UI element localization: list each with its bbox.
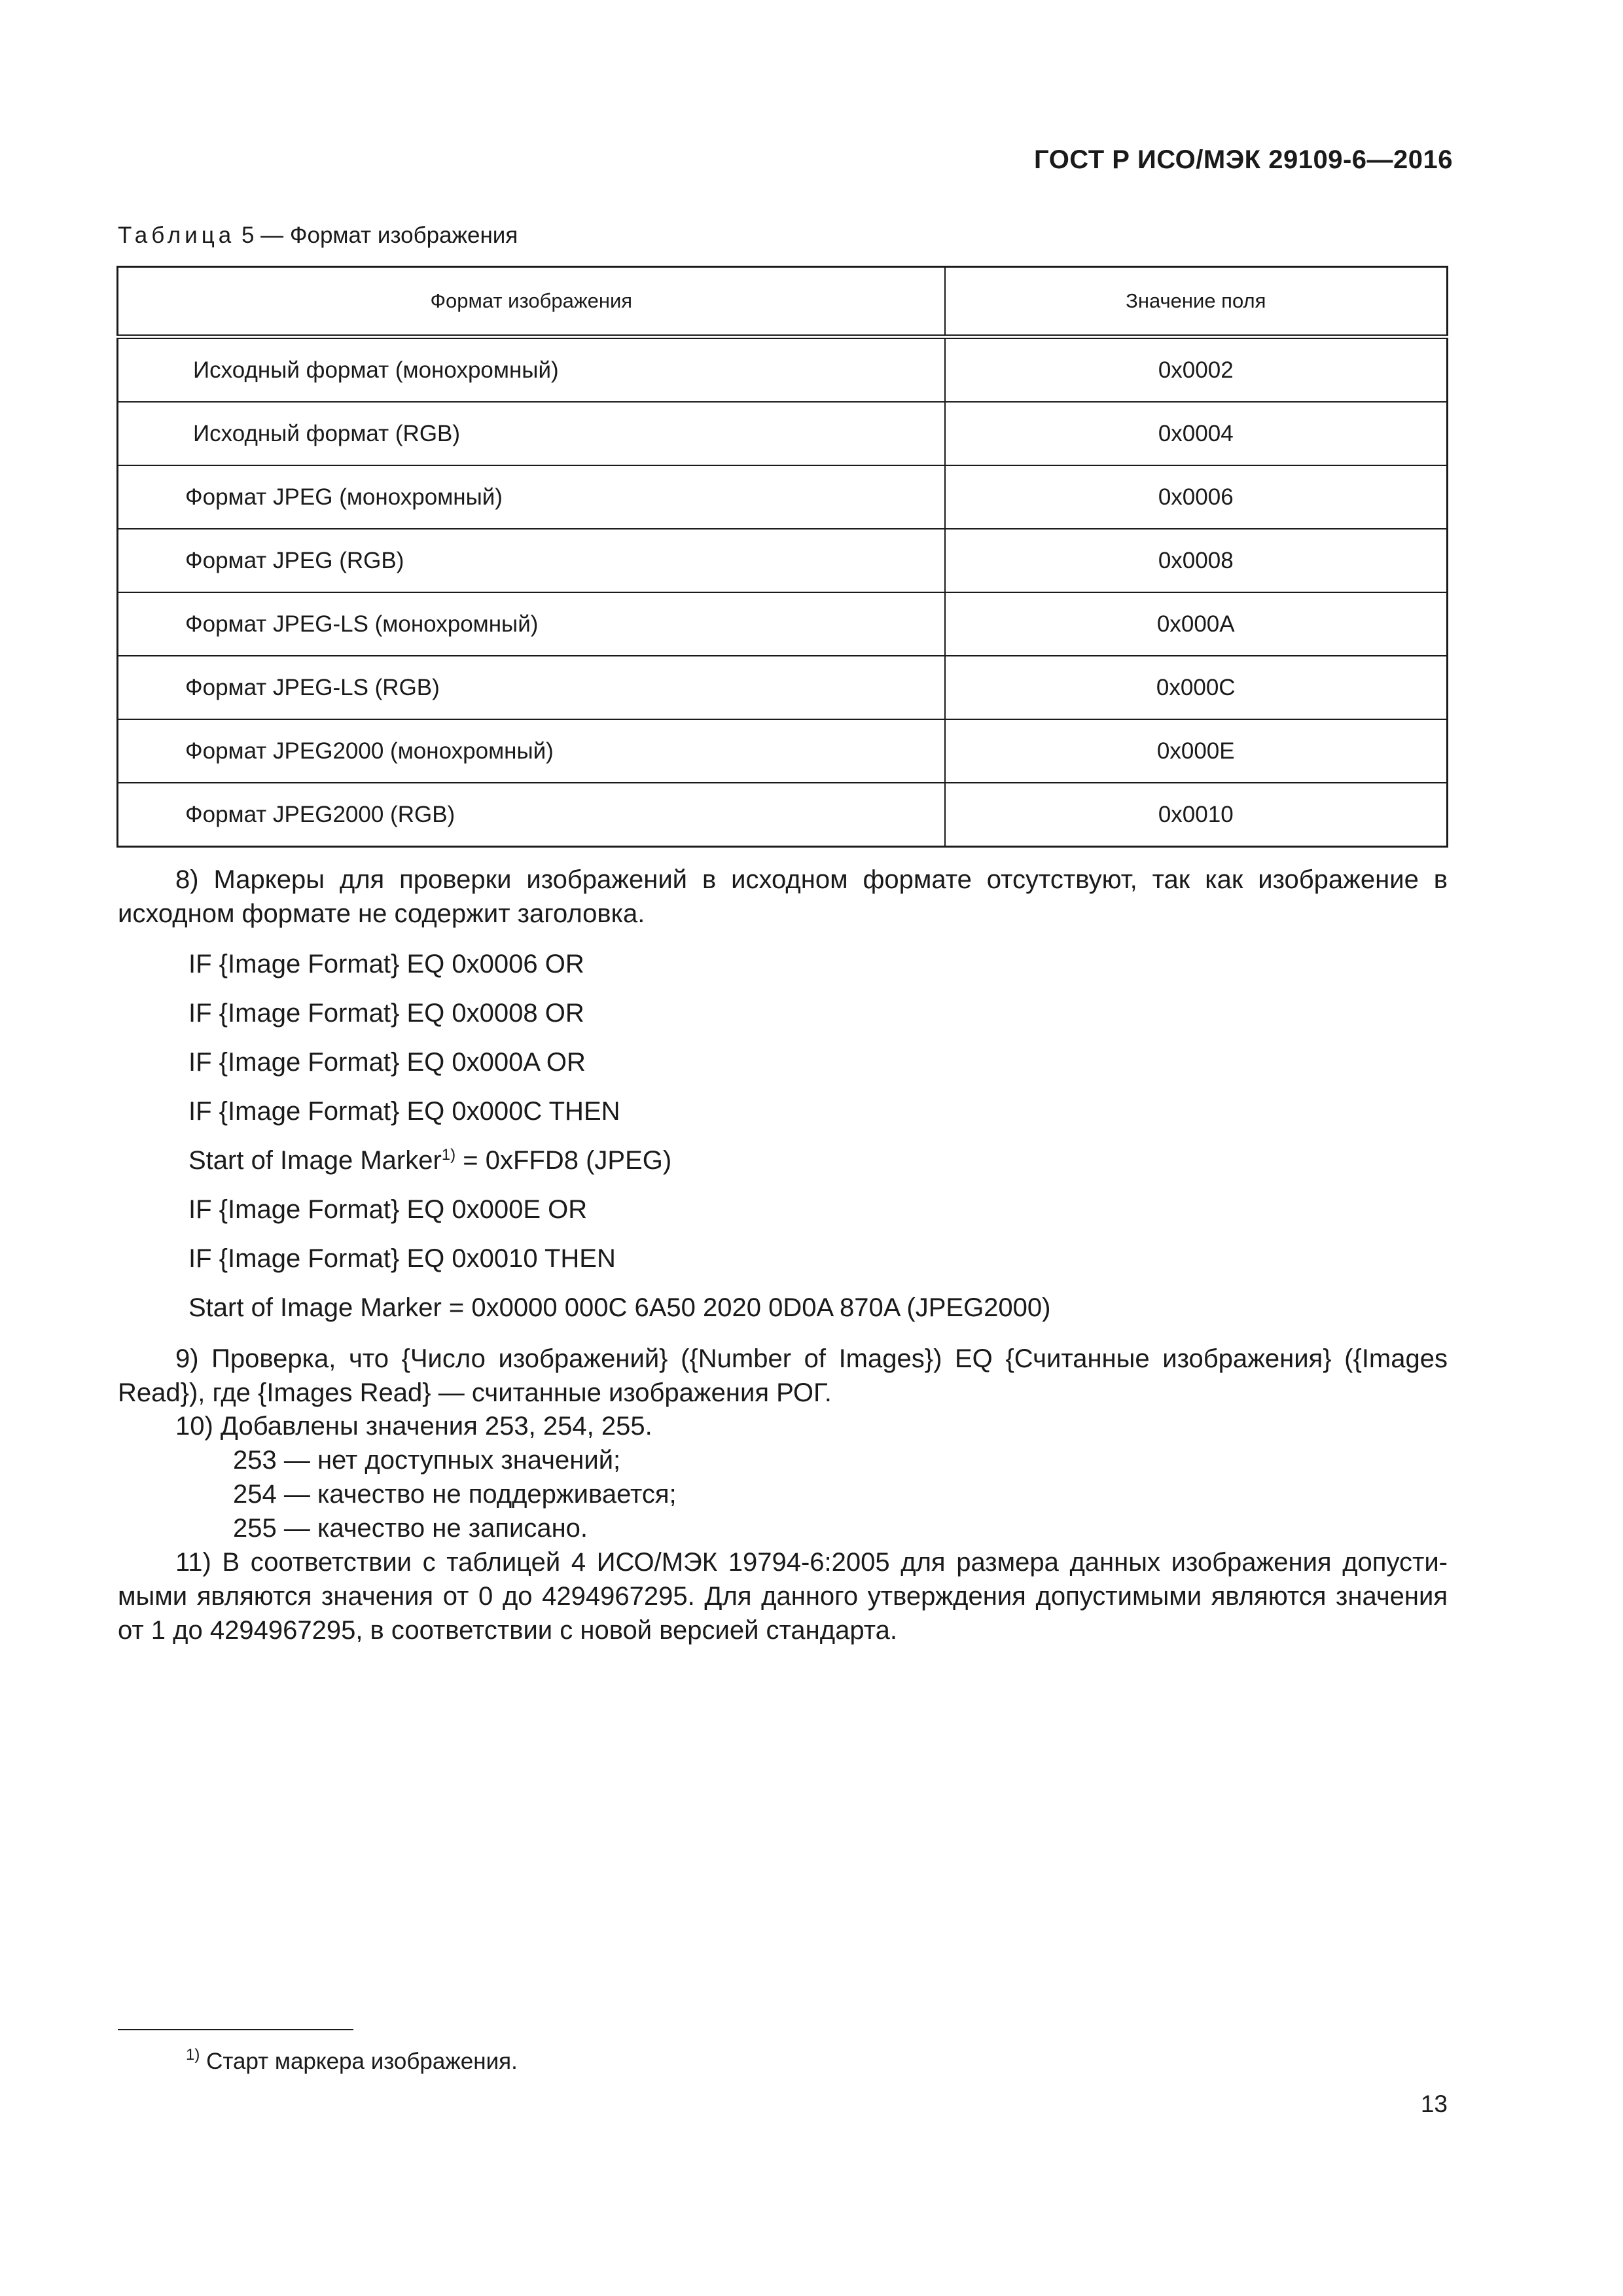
value-cell: 0x000C — [945, 656, 1448, 719]
format-cell: Формат JPEG2000 (RGB) — [118, 783, 945, 847]
table-row — [118, 529, 1448, 592]
note-10-item-255: 255 — качество не записано. — [233, 1514, 588, 1543]
jpeg-marker-label: Start of Image Marker — [188, 1146, 442, 1175]
footnote-text: Старт маркера изображения. — [200, 2049, 518, 2074]
code-line-4: IF {Image Format} EQ 0x000C THEN — [188, 1097, 620, 1126]
format-cell: Формат JPEG2000 (монохромный) — [118, 719, 945, 783]
format-cell: Формат JPEG (RGB) — [118, 529, 945, 592]
value-cell: 0x000E — [945, 719, 1448, 783]
note-11-block — [118, 1545, 1448, 1647]
table-row — [118, 592, 1448, 656]
format-cell: Исходный формат (монохромный) — [118, 337, 945, 403]
note-9-paragraph: 9) Проверка, что {Число изображений} ({Number of Images}) EQ {Считанные изображения} ({Images Read}), где {Images Read} — считанные изображения РОГ. — [118, 1344, 1448, 1407]
note-10-paragraph: 10) Добавлены значения 253, 254, 255. — [175, 1412, 652, 1441]
page-number: 13 — [1420, 2090, 1448, 2117]
code-line-2: IF {Image Format} EQ 0x0008 OR — [188, 999, 584, 1028]
note-11-paragraph: 11) В соответствии с таблицей 4 ИСО/МЭК 19794-6:2005 для размера данных изображения допустимыми являются значения от 0 до 4294967295. Для данного утверждения допустимыми являются значения от 1 до 4294967295, в соответствии с новой версией стандарта. — [118, 1548, 1448, 1645]
table-caption-title: 5 — Формат изображения — [235, 223, 518, 248]
image-format-table — [116, 266, 1448, 848]
note-8-block — [118, 863, 1448, 931]
table-row — [118, 719, 1448, 783]
note-10-block — [118, 1409, 1448, 1443]
footnote-separator — [118, 2029, 353, 2030]
note-10-item-254: 254 — качество не поддерживается; — [233, 1480, 677, 1509]
value-cell: 0x000A — [945, 592, 1448, 656]
code-line-5: IF {Image Format} EQ 0x000E OR — [188, 1195, 588, 1224]
document-id-header: ГОСТ Р ИСО/МЭК 29109-6—2016 — [1034, 145, 1453, 174]
format-cell: Формат JPEG (монохромный) — [118, 465, 945, 529]
table-row — [118, 783, 1448, 847]
column-header-format: Формат изображения — [118, 267, 945, 337]
value-cell: 0x0002 — [945, 337, 1448, 403]
code-line-3: IF {Image Format} EQ 0x000A OR — [188, 1048, 586, 1077]
value-cell: 0x0008 — [945, 529, 1448, 592]
value-cell: 0x0004 — [945, 402, 1448, 465]
table-caption-prefix: Таблица — [118, 223, 236, 248]
format-cell: Исходный формат (RGB) — [118, 402, 945, 465]
table-row — [118, 402, 1448, 465]
column-header-value: Значение поля — [945, 267, 1448, 337]
table-row — [118, 465, 1448, 529]
table-row — [118, 656, 1448, 719]
footnote-reference: 1) — [441, 1146, 456, 1164]
format-cell: Формат JPEG-LS (монохромный) — [118, 592, 945, 656]
table-row — [118, 337, 1448, 403]
jpeg-marker-line — [188, 1143, 671, 1177]
jpeg2000-marker-line: Start of Image Marker = 0x0000 000C 6A50 2020 0D0A 870A (JPEG2000) — [188, 1293, 1051, 1322]
note-10-item-253: 253 — нет доступных значений; — [233, 1446, 621, 1475]
code-line-6: IF {Image Format} EQ 0x0010 THEN — [188, 1244, 616, 1273]
footnote-marker: 1) — [186, 2046, 200, 2064]
code-line-1: IF {Image Format} EQ 0x0006 OR — [188, 950, 584, 978]
table-header-row — [118, 267, 1448, 337]
note-9-block — [118, 1342, 1448, 1410]
note-8-paragraph: 8) Маркеры для проверки изображений в исходном формате отсутствуют, так как изображение в исходном формате не содержит заголовка. — [118, 865, 1448, 928]
footnote — [186, 2046, 518, 2075]
table-caption — [118, 223, 518, 249]
jpeg-marker-value: = 0xFFD8 (JPEG) — [455, 1146, 672, 1175]
value-cell: 0x0010 — [945, 783, 1448, 847]
value-cell: 0x0006 — [945, 465, 1448, 529]
format-cell: Формат JPEG-LS (RGB) — [118, 656, 945, 719]
